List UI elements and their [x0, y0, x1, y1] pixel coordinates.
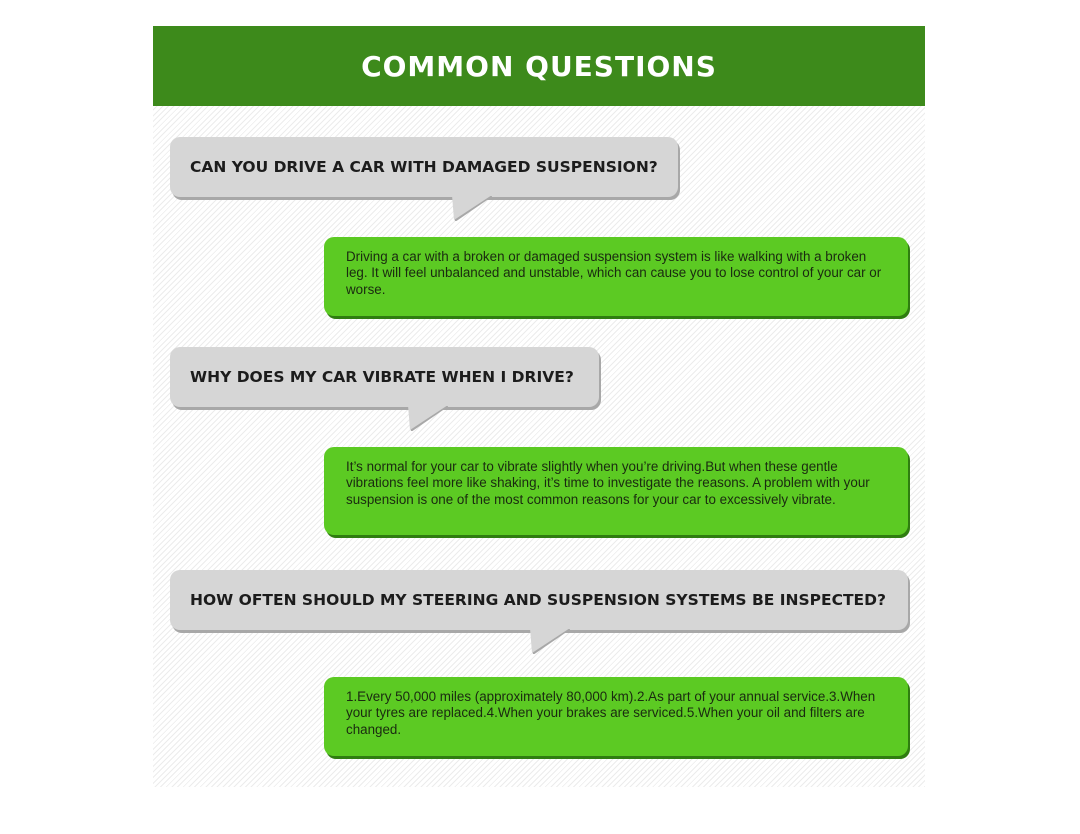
answer-text-2: It’s normal for your car to vibrate slightly when you’re driving.But when these gentle vibrations feel more like shaking, it’s time to investigate the reasons. A problem with your suspension is one of the most common reasons for your car to excessively vibrate.: [346, 459, 870, 507]
answer-text-1: Driving a car with a broken or damaged suspension system is like walking with a broken leg. It will feel unbalanced and unstable, which can cause you to lose control of your car or worse.: [346, 249, 882, 297]
speech-tail-3: [530, 628, 570, 654]
question-bubble-1: [170, 137, 678, 197]
answer-bubble-3: [324, 677, 908, 756]
answer-text-3: 1.Every 50,000 miles (approximately 80,000 km).2.As part of your annual service.3.When your tyres are replaced.4.When your brakes are serviced.5.When your oil and filters are changed.: [346, 689, 876, 737]
question-text-3: HOW OFTEN SHOULD MY STEERING AND SUSPENSION SYSTEMS BE INSPECTED?: [190, 591, 887, 609]
answer-bubble-1: [324, 237, 908, 316]
speech-tail-1: [452, 195, 492, 221]
question-text-1: CAN YOU DRIVE A CAR WITH DAMAGED SUSPENSION?: [190, 158, 658, 176]
question-bubble-2: [170, 347, 599, 407]
question-text-2: WHY DOES MY CAR VIBRATE WHEN I DRIVE?: [190, 368, 574, 386]
faq-header: [153, 26, 925, 106]
faq-card: [153, 26, 925, 787]
answer-bubble-2: [324, 447, 908, 535]
question-bubble-3: [170, 570, 908, 630]
speech-tail-2: [408, 405, 448, 431]
page-title: COMMON QUESTIONS: [361, 49, 717, 83]
